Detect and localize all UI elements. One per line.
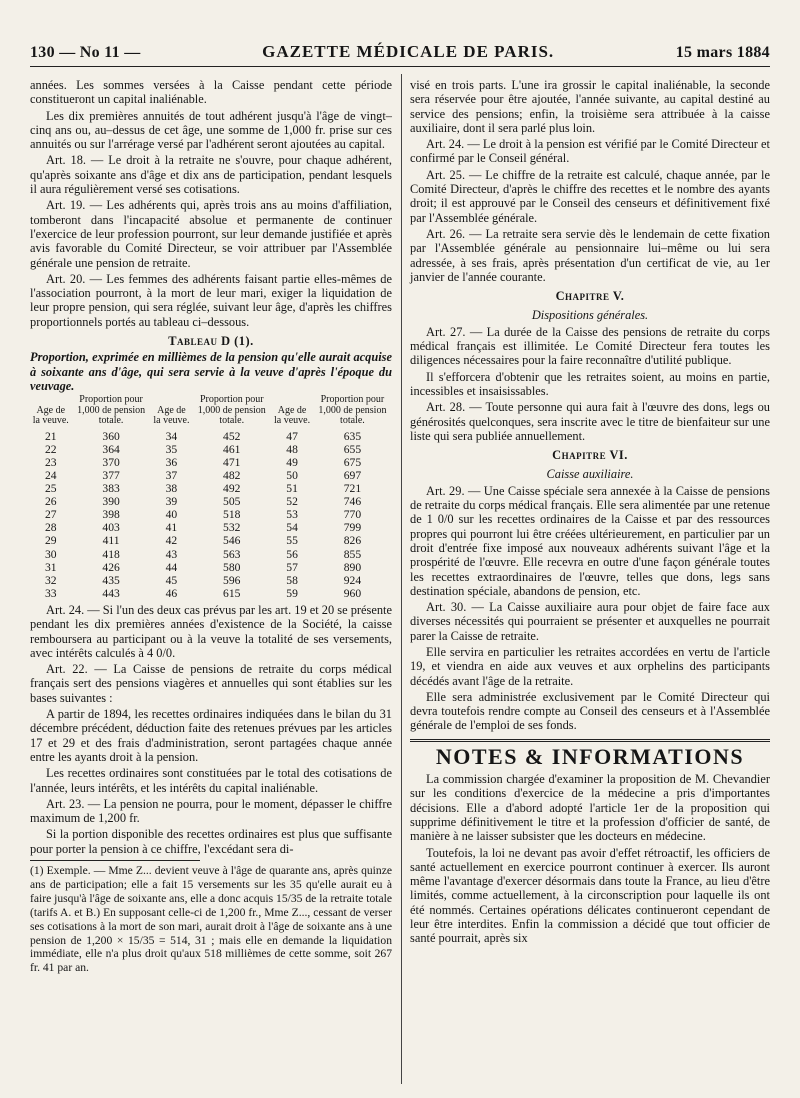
table-cell: 426 (102, 560, 120, 574)
table-row (30, 561, 392, 574)
table-cell: 799 (343, 521, 362, 535)
table-cell: 443 (102, 586, 120, 600)
table-cell: 27 (44, 508, 57, 522)
table-cell: 655 (343, 442, 362, 456)
table-cell: 46 (165, 586, 178, 600)
table-cell: 377 (102, 469, 120, 483)
section-title: NOTES & INFORMATIONS (435, 743, 745, 769)
table-caption: Proportion, exprimée en millièmes de la pension qu'elle aurait acquise à soixante ans d'âge, qui sera servie à la veuve d'après l'époque du veuvage. (30, 350, 392, 393)
article-24-left: Art. 24. — Si l'un des deux cas prévus par les art. 19 et 20 se présente pendant les dix premières années d'existence de la Société, la caisse remboursera au participant ou à la veuve la totalité de ses versements, avec intérêts calculés à 4 0/0. (30, 602, 392, 660)
table-cell: 59 (286, 586, 298, 600)
table-cell: 48 (286, 442, 298, 456)
table-header-cell: Age de la veuve. (274, 404, 311, 427)
chapter-6-heading: Chapitre VI. (552, 448, 628, 463)
table-row (30, 534, 392, 547)
table-cell: 31 (44, 560, 57, 574)
article-29: Art. 29. — Une Caisse spéciale sera annexée à la Caisse de pensions de retraite du corps médical français. Elle sera alimentée par une retenue de 1 0/0 sur les recettes ordinaires de la Caisse et par des ressources propres qui pourront lui être créées ultérieurement, en particulier par un droit d'entrée fixe imposé aux nouveaux adhérents suivant l'âge et la prospérité de l'œuvre. Elle recevra en outre d'une façon générale toutes les recettes extraordinaires de l'œuvre, telles que dons, legs sans destination spéciale, abandons de pension, etc. (410, 483, 770, 598)
table-cell: 855 (343, 547, 362, 561)
paragraph: Il s'efforcera d'obtenir que les retraites soient, au moins en partie, incessibles et insaisissables. (410, 369, 770, 398)
table-cell: 890 (343, 560, 362, 574)
table-row (30, 574, 392, 587)
table-header-cell: Age de la veuve. (153, 404, 190, 427)
table-cell: 546 (223, 534, 241, 548)
article-23: Art. 23. — La pension ne pourra, pour le moment, dépasser le chiffre maximum de 1,200 fr. (30, 796, 392, 826)
table-row (30, 482, 392, 495)
right-column (410, 78, 770, 948)
paragraph: années. Les sommes versées à la Caisse pendant cette période constitueront un capital inaliénable. (30, 78, 392, 107)
table-cell: 43 (165, 547, 178, 561)
paragraph: Si la portion disponible des recettes ordinaires est plus que suffisante pour porter la pension à ce chiffre, l'excédant sera di- (30, 827, 392, 856)
table-cell: 960 (343, 586, 362, 600)
table-cell: 29 (44, 534, 57, 548)
table-cell: 615 (223, 586, 241, 600)
table-title: Tableau D (1). (168, 334, 254, 349)
table-cell: 383 (102, 482, 120, 496)
table-cell: 411 (102, 534, 120, 548)
article-19: Art. 19. — Les adhérents qui, après trois ans au moins d'affiliation, tomberont dans l'incapacité absolue et permanente de continuer l'exercice de leur profession pourront, sur leur demande justifiée et après avis favorable du Comité Directeur, se voir attribuer par l'Assemblée générale une pension de retraite. (30, 198, 392, 270)
article-27: Art. 27. — La durée de la Caisse des pensions de retraite du corps médical français est illimitée. Le Comité Directeur fera toutes les diligences nécessaires pour la faire reconnaître d'utilité publique. (410, 324, 770, 368)
table-cell: 403 (102, 521, 120, 535)
table-cell: 398 (102, 508, 120, 522)
table-cell: 461 (223, 442, 241, 456)
table-cell: 23 (44, 455, 57, 469)
page-number: 130 — No 11 — (30, 44, 141, 61)
table-cell: 746 (343, 495, 362, 509)
table-cell: 721 (343, 482, 362, 496)
table-cell: 45 (165, 573, 178, 587)
table-cell: 35 (165, 442, 178, 456)
table-cell: 435 (102, 573, 120, 587)
table-cell: 492 (223, 482, 241, 496)
footnote-rule (30, 860, 200, 861)
table-cell: 24 (44, 469, 57, 483)
table-cell: 49 (286, 455, 298, 469)
chapter-6-subtitle: Caisse auxiliaire. (546, 467, 634, 482)
table-cell: 33 (44, 586, 57, 600)
paragraph: La commission chargée d'examiner la proposition de M. Chevandier sur les conditions d'exercice de la médecine a pris d'importantes décisions. Elle a d'abord adopté l'article 1er de la proposition qui supprime définitivement le titre et la profession d'officier de santé, de manière à ne laisser subsister que les docteurs en médecine. (410, 772, 770, 844)
table-cell: 44 (165, 560, 178, 574)
article-26: Art. 26. — La retraite sera servie dès le lendemain de cette fixation par l'Assemblée générale au pensionnaire lui–même ou lui sera adressée, à ses frais, après présentation d'un certificat de vie, au 1er janvier de l'année courante. (410, 226, 770, 284)
table-row (30, 469, 392, 482)
footnote: (1) Exemple. — Mme Z... devient veuve à l'âge de quarante ans, après quinze ans de participation; elle a fait 15 versements sur les 35 qu'elle aurait eu à faire jusqu'à l'âge de soixante ans, elle a donc acquis 15/35 de la retraite totale (tarifs A. et B.) En supposant celle-ci de 1,200 fr., Mme Z..., cessant de verser ses cotisations à la mort de son mari, aurait droit à l'âge de soixante ans à une pension de 1,200 × 15/35 = 514, 31 ; mais elle en demande la liquidation immédiate, elle n'a plus droit qu'aux 518 millièmes de cette somme, soit 267 fr. 41 par an. (30, 864, 392, 975)
table-cell: 56 (286, 547, 298, 561)
article-24-right: Art. 24. — Le droit à la pension est vérifié par le Comité Directeur et confirmé par le Conseil général. (410, 137, 770, 166)
table-cell: 22 (44, 442, 57, 456)
table-cell: 596 (223, 573, 241, 587)
table-cell: 41 (165, 521, 178, 535)
table-cell: 25 (44, 482, 57, 496)
table-cell: 360 (102, 429, 120, 443)
table-cell: 28 (44, 521, 57, 535)
table-row (30, 456, 392, 469)
table-cell: 471 (223, 455, 241, 469)
table-row (30, 443, 392, 456)
table-cell: 42 (165, 534, 178, 548)
table-cell: 40 (165, 508, 178, 522)
section-rule (410, 739, 770, 742)
table-cell: 418 (102, 547, 120, 561)
table-cell: 482 (223, 469, 241, 483)
table-cell: 770 (343, 508, 362, 522)
table-cell: 364 (102, 442, 120, 456)
table-cell: 635 (343, 429, 362, 443)
table-cell: 675 (343, 455, 362, 469)
table-cell: 47 (286, 429, 298, 443)
table-cell: 924 (343, 573, 362, 587)
table-cell: 370 (102, 455, 120, 469)
table-cell: 34 (165, 429, 178, 443)
table-row (30, 430, 392, 443)
table-row (30, 495, 392, 508)
table-row (30, 508, 392, 521)
table-cell: 26 (44, 495, 57, 509)
table-cell: 55 (286, 534, 298, 548)
table-cell: 580 (223, 560, 241, 574)
table-cell: 563 (223, 547, 241, 561)
paragraph: Elle sera administrée exclusivement par le Comité Directeur qui devra toutefois rendre compte au Conseil des censeurs et à l'Assemblée générale de l'emploi de ses fonds. (410, 689, 770, 733)
table-cell: 37 (165, 469, 178, 483)
table-cell: 54 (286, 521, 298, 535)
table-header-cell: Proportion pour 1,000 de pension totale. (318, 394, 387, 427)
table-cell: 39 (165, 495, 178, 509)
table-cell: 52 (286, 495, 298, 509)
page-header (30, 42, 770, 67)
article-22: Art. 22. — La Caisse de pensions de retraite du corps médical français sert des pensions viagères et annuelles qui sont établies sur les bases suivantes : (30, 662, 392, 705)
table-cell: 58 (286, 573, 298, 587)
table-cell: 21 (44, 429, 57, 443)
table-row (30, 521, 392, 534)
widow-pension-table (30, 395, 392, 600)
table-cell: 697 (343, 469, 362, 483)
table-cell: 505 (223, 495, 241, 509)
chapter-5-subtitle: Dispositions générales. (531, 308, 649, 323)
table-row (30, 548, 392, 561)
table-cell: 518 (223, 508, 241, 522)
table-header-cell: Age de la veuve. (32, 404, 69, 427)
table-row (30, 587, 392, 600)
table-cell: 38 (165, 482, 178, 496)
table-cell: 57 (286, 560, 298, 574)
article-25: Art. 25. — Le chiffre de la retraite est calculé, chaque année, par le Comité Directeur, d'après le chiffre des recettes et le nombre des ayants droit; il est approuvé par le Conseil des censeurs et définitivement fixé par l'Assemblée générale. (410, 167, 770, 225)
paragraph: Toutefois, la loi ne devant pas avoir d'effet rétroactif, les officiers de santé actuellement en exercice pourront continuer à exercer. Ils auront même l'avantage d'exercer désormais dans toute la France, au lieu d'être limités, comme actuellement, à la circonscription pour laquelle ils ont été nommés. Certaines opérations délicates continueront cependant de leur être interdites. Enfin la commission a décidé que tout officier de santé pourrait, après six (410, 845, 770, 946)
chapter-5-heading: Chapitre V. (555, 289, 625, 304)
paragraph: Les recettes ordinaires sont constituées par le total des cotisations de l'année, leurs intérêts, et les intérêts du capital inaliénable. (30, 766, 392, 795)
paragraph: visé en trois parts. L'une ira grossir le capital inaliénable, la seconde sera réservée pour être ajoutée, l'année suivante, au capital destiné au service des pensions; enfin, la troisième sera attribuée à la caisse auxiliaire, dont il sera parlé plus loin. (410, 78, 770, 135)
article-30: Art. 30. — La Caisse auxiliaire aura pour objet de faire face aux diverses nécessités qui pourraient se présenter et auxquelles ne pourrait parer la Caisse de retraite. (410, 600, 770, 643)
table-cell: 51 (286, 482, 298, 496)
paragraph: Les dix premières annuités de tout adhérent jusqu'à l'âge de vingt–cinq ans ou, au–dessus de cet âge, une somme de 1,000 fr. prise sur ces annuités ou sur l'arrérage versé par l'adhérent seront ajoutées au capital. (30, 108, 392, 152)
table-cell: 30 (44, 547, 57, 561)
article-18: Art. 18. — Le droit à la retraite ne s'ouvre, pour chaque adhérent, qu'après soixante ans d'âge et dix ans de participation, pendant lesquels il aura régulièrement versé ses cotisations. (30, 153, 392, 197)
journal-title: GAZETTE MÉDICALE DE PARIS. (262, 42, 555, 61)
left-column (30, 78, 392, 977)
column-divider (401, 74, 402, 1084)
table-header-cell: Proportion pour 1,000 de pension totale. (77, 394, 146, 427)
table-cell: 36 (165, 455, 178, 469)
table-cell: 390 (102, 495, 120, 509)
table-cell: 32 (44, 573, 57, 587)
article-28: Art. 28. — Toute personne qui aura fait à l'œuvre des dons, legs ou générosités quelconques, sera inscrite avec le titre de bienfaiteur sur une liste qui sera publiée annuellement. (410, 400, 770, 443)
table-cell: 532 (223, 521, 241, 535)
table-header-cell: Proportion pour 1,000 de pension totale. (197, 394, 266, 427)
article-20: Art. 20. — Les femmes des adhérents faisant partie elles-mêmes de l'association pourront, à la mort de leur mari, exiger la liquidation de leur propre pension, qui sera réglée, suivant leur âge, d'après les chiffres proportionnels portés au tableau ci–dessous. (30, 271, 392, 329)
table-cell: 50 (286, 469, 298, 483)
paragraph: A partir de 1894, les recettes ordinaires indiquées dans le bilan du 31 décembre précédent, déduction faite des retenues prévues par les articles 17 et 29 et des frais d'administration, seront partagées chaque année entre les ayants droit à la pension. (30, 707, 392, 764)
table-cell: 53 (286, 508, 298, 522)
table-cell: 826 (343, 534, 362, 548)
table-cell: 452 (223, 429, 241, 443)
issue-date: 15 mars 1884 (675, 44, 770, 61)
paragraph: Elle servira en particulier les retraites accordées en vertu de l'article 19, et viendra en aide aux veuves et aux orphelins des participants décédés avant l'âge de la retraite. (410, 644, 770, 688)
